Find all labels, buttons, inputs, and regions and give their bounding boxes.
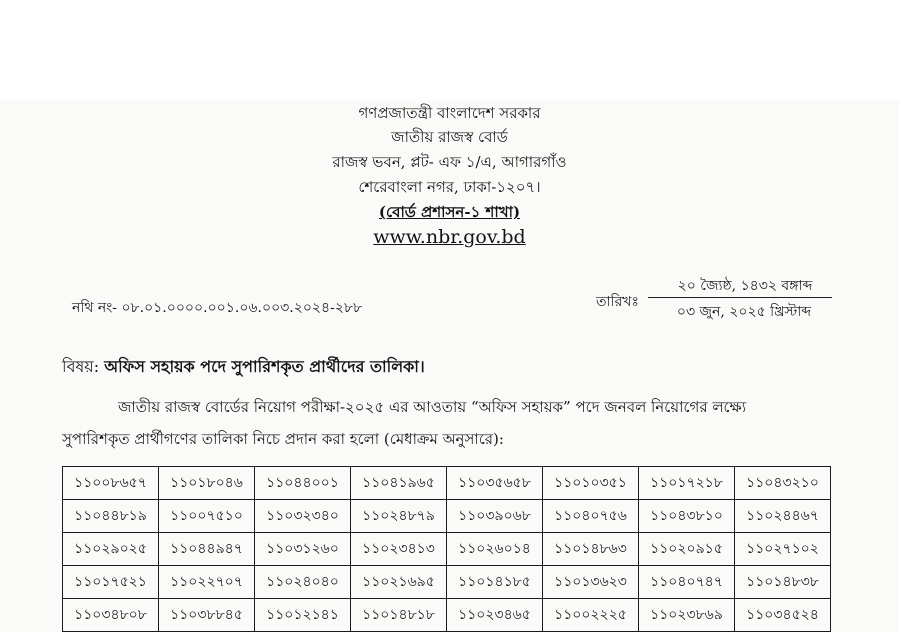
roll-number-cell: ১১০০৮৬৫৭ (63, 467, 159, 500)
roll-number-cell: ১১০৩১২৬০ (255, 533, 351, 566)
roll-number-cell: ১১০২২৭০৭ (159, 566, 255, 599)
header-board: জাতীয় রাজস্ব বোর্ড (391, 128, 508, 146)
subject-label: বিষয়: (62, 357, 100, 376)
roll-number-cell: ১১০২৪৮৭৯ (351, 500, 447, 533)
header-address: রাজস্ব ভবন, প্লট- এফ ১/এ, আগারগাঁও (332, 153, 567, 171)
viewer-top-bar (0, 0, 899, 100)
header-government: গণপ্রজাতন্ত্রী বাংলাদেশ সরকার (358, 104, 541, 122)
roll-number-cell: ১১০৪১৯৬৫ (351, 467, 447, 500)
roll-number-cell: ১১০৩৯০৬৮ (447, 500, 543, 533)
roll-number-cell: ১১০২৬০১৪ (447, 533, 543, 566)
table-row (63, 467, 831, 500)
subject-line (62, 354, 425, 381)
roll-number-cell: ১১০১৪১৮৫ (447, 566, 543, 599)
roll-number-cell: ১১০০৭৫১০ (159, 500, 255, 533)
roll-number-cell: ১১০৪৩২১০ (735, 467, 831, 500)
roll-number-cell: ১১০২৪৪৬৭ (735, 500, 831, 533)
roll-number-cell: ১১০২৭১০২ (735, 533, 831, 566)
roll-number-cell: ১১০২১৬৯৫ (351, 566, 447, 599)
roll-number-cell: ১১০১২১৪১ (255, 599, 351, 632)
date-gregorian: ০৩ জুন, ২০২৫ খ্রিস্টাব্দ (676, 304, 812, 320)
roll-number-cell: ১১০২০৯১৫ (639, 533, 735, 566)
document-page (0, 100, 899, 632)
roll-number-cell: ১১০২৯০২৫ (63, 533, 159, 566)
table-row (63, 599, 831, 632)
roll-number-cell: ১১০০২২২৫ (543, 599, 639, 632)
roll-number-cell: ১১০২৩৮৬৯ (639, 599, 735, 632)
roll-number-cell: ১১০১৪৮৩৮ (735, 566, 831, 599)
roll-number-cell: ১১০৩৪৮০৮ (63, 599, 159, 632)
roll-number-cell: ১১০৩৫৬৫৮ (447, 467, 543, 500)
reference-number: নথি নং- ০৮.০১.০০০০.০০১.০৬.০০৩.২০২৪-২৮৮ (72, 300, 363, 316)
body-paragraph-line2: সুপারিশকৃত প্রার্থীগণের তালিকা নিচে প্রদান করা হলো (মেধাক্রম অনুসারে): (62, 430, 504, 448)
header-website: www.nbr.gov.bd (373, 226, 526, 248)
date-bangla: ২০ জ্যৈষ্ঠ, ১৪৩২ বঙ্গাব্দ (677, 278, 813, 294)
header-city: শেরেবাংলা নগর, ঢাকা-১২০৭। (358, 178, 541, 196)
roll-number-cell: ১১০১৭২১৮ (639, 467, 735, 500)
roll-number-cell: ১১০১৭৫২১ (63, 566, 159, 599)
roll-number-cell: ১১০১৩৬২৩ (543, 566, 639, 599)
roll-number-cell: ১১০৩৮৮৪৫ (159, 599, 255, 632)
roll-number-cell: ১১০২৩৪১৩ (351, 533, 447, 566)
roll-number-cell: ১১০১৪৮৬৩ (543, 533, 639, 566)
roll-number-table (62, 466, 831, 632)
roll-number-cell: ১১০৪০৭৫৬ (543, 500, 639, 533)
table-row (63, 500, 831, 533)
date-label: তারিখঃ (596, 294, 639, 310)
subject-text: অফিস সহায়ক পদে সুপারিশকৃত প্রার্থীদের তালিকা। (104, 357, 425, 376)
table-row (63, 533, 831, 566)
date-divider (648, 297, 832, 298)
header-section: (বোর্ড প্রশাসন-১ শাখা) (378, 203, 521, 221)
roll-number-cell: ১১০৪৪০০১ (255, 467, 351, 500)
roll-number-cell: ১১০২৪০৪০ (255, 566, 351, 599)
roll-number-cell: ১১০১০৩৫১ (543, 467, 639, 500)
roll-number-cell: ১১০৪০৭৪৭ (639, 566, 735, 599)
body-paragraph-line1: জাতীয় রাজস্ব বোর্ডের নিয়োগ পরীক্ষা-২০২৫ এর আওতায় “অফিস সহায়ক” পদে জনবল নিয়োগের লক্ষ্যে (118, 398, 747, 416)
roll-number-cell: ১১০৩২৩৪০ (255, 500, 351, 533)
roll-number-cell: ১১০২৩৪৬৫ (447, 599, 543, 632)
roll-number-cell: ১১০৪৪৮১৯ (63, 500, 159, 533)
roll-number-cell: ১১০৪৩৮১০ (639, 500, 735, 533)
roll-number-cell: ১১০৩৪৫২৪ (735, 599, 831, 632)
roll-number-cell: ১১০৪৪৯৪৭ (159, 533, 255, 566)
table-row (63, 566, 831, 599)
roll-number-cell: ১১০১৮০৪৬ (159, 467, 255, 500)
roll-number-cell: ১১০১৪৮১৮ (351, 599, 447, 632)
